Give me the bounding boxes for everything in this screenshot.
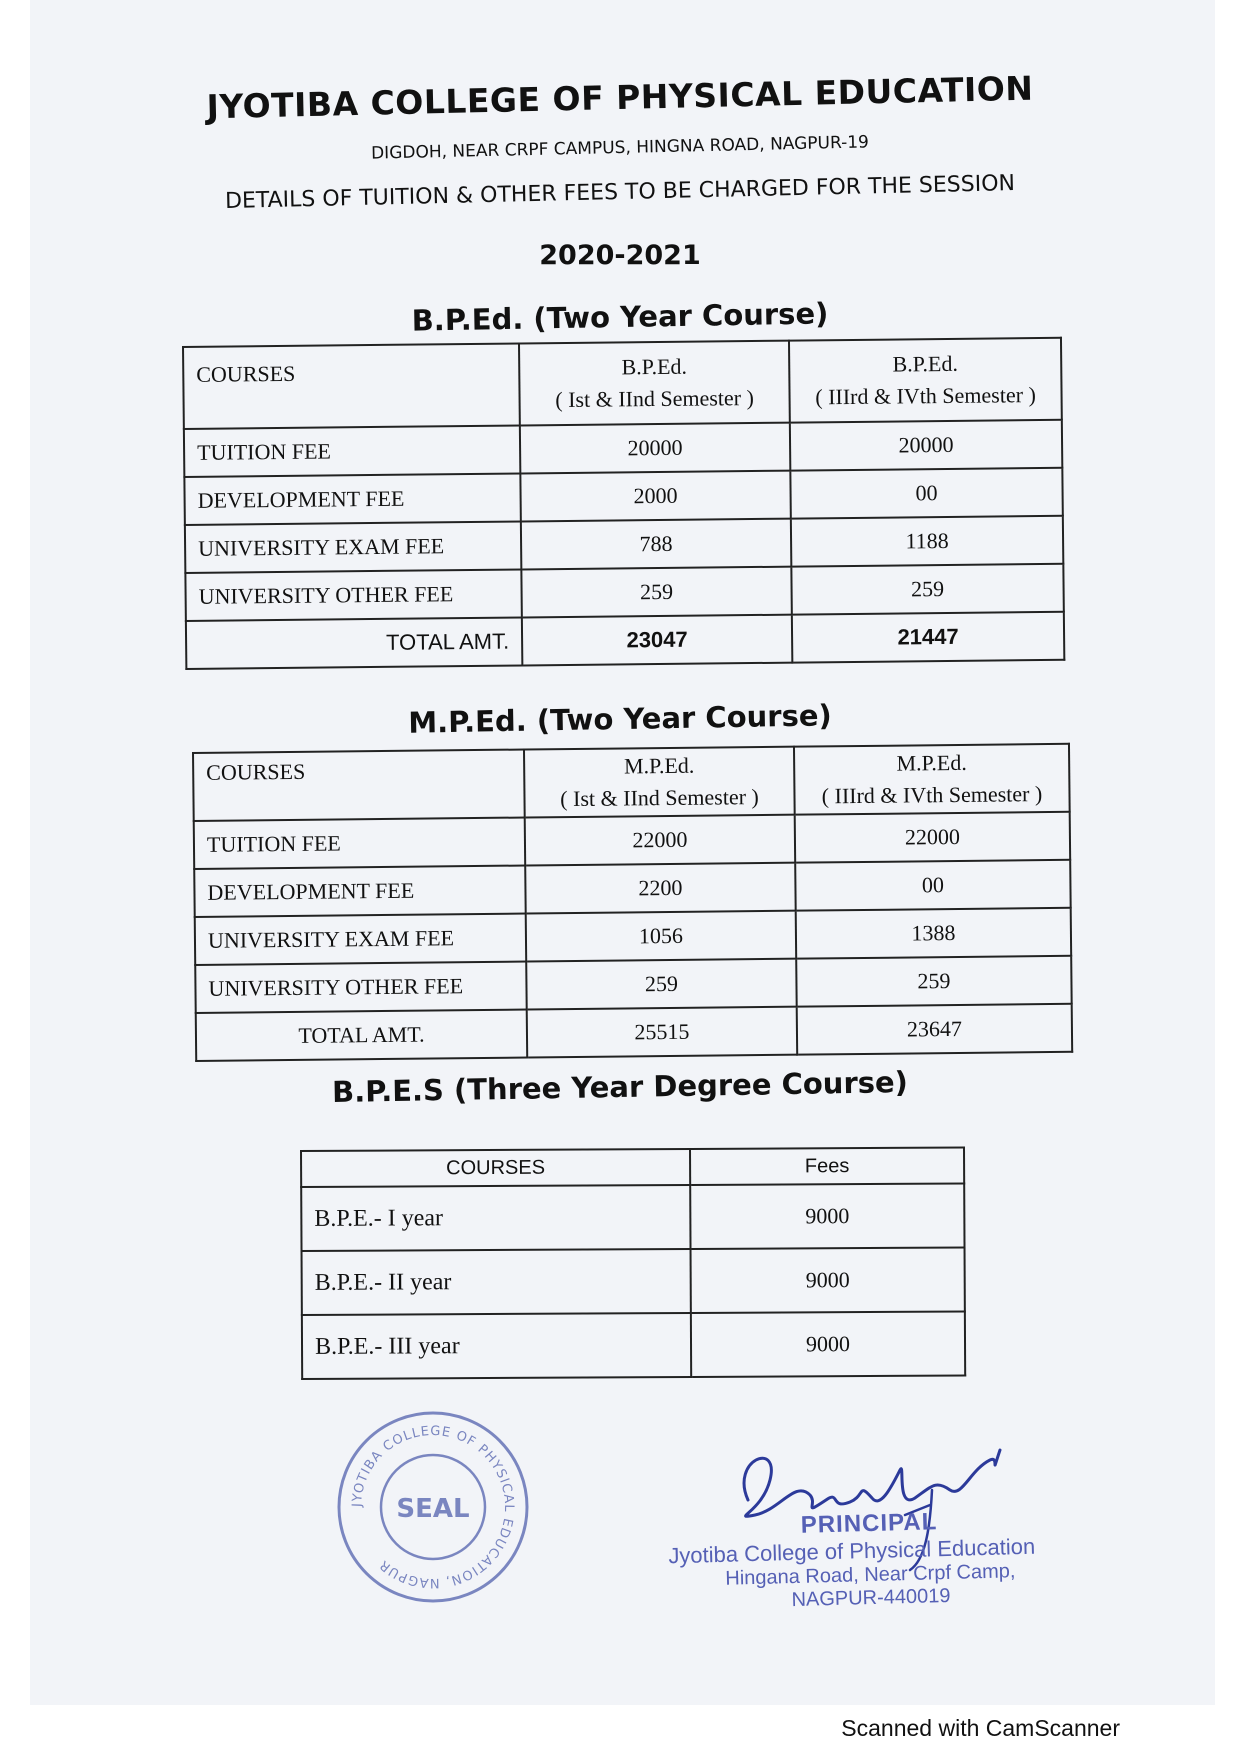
fee-label: DEVELOPMENT FEE xyxy=(184,473,520,525)
principal-stamp xyxy=(668,1506,1042,1615)
fee-value: 22000 xyxy=(795,812,1070,863)
table-row xyxy=(301,1184,964,1251)
table-header-row xyxy=(301,1148,964,1187)
semester-1-2-header xyxy=(519,341,790,426)
fee-value: 2000 xyxy=(520,471,790,522)
fee-value: 1056 xyxy=(526,911,796,962)
signature-ink xyxy=(744,1450,1000,1516)
bpes-fee-table xyxy=(300,1147,966,1380)
bpes-section-title: B.P.E.S (Three Year Degree Course) xyxy=(331,1064,909,1110)
fee-label: DEVELOPMENT FEE xyxy=(194,866,525,917)
semester-label: ( IIIrd & IVth Semester ) xyxy=(821,781,1043,809)
session-year: 2020-2021 xyxy=(539,240,701,271)
fee-value: 20000 xyxy=(790,420,1062,471)
fee-value: 259 xyxy=(526,959,796,1010)
college-address: DIGDOH, NEAR CRPF CAMPUS, HINGNA ROAD, NAGPUR-19 xyxy=(370,132,870,164)
semester-1-2-header xyxy=(524,747,795,818)
table-row xyxy=(302,1312,965,1379)
course-label: B.P.E.- III year xyxy=(302,1313,691,1379)
camscanner-watermark: Scanned with CamScanner xyxy=(841,1715,1120,1741)
mped-fee-table xyxy=(192,743,1073,1062)
total-value: 23047 xyxy=(522,615,792,666)
fee-value: 259 xyxy=(796,956,1071,1007)
total-value: 21447 xyxy=(792,612,1064,663)
semester-3-4-header xyxy=(789,338,1062,423)
stamp-college-name: Jyotiba College of Physical Education xyxy=(668,1533,1036,1569)
fee-value: 259 xyxy=(791,564,1063,615)
course-label: B.P.E.- I year xyxy=(301,1185,690,1251)
fees-header: Fees xyxy=(690,1148,964,1185)
stamp-address: Hingana Road, Near Crpf Camp, xyxy=(725,1560,1016,1590)
fee-label: UNIVERSITY EXAM FEE xyxy=(185,521,521,573)
fee-label: UNIVERSITY EXAM FEE xyxy=(195,914,526,965)
total-row xyxy=(186,612,1064,669)
fee-value: 9000 xyxy=(691,1312,965,1377)
total-value: 25515 xyxy=(527,1007,797,1058)
course-name: M.P.Ed. xyxy=(623,752,695,779)
semester-label: ( Ist & IInd Semester ) xyxy=(560,784,759,812)
course-name: M.P.Ed. xyxy=(896,749,967,776)
table-header-row xyxy=(193,744,1070,821)
fee-value: 1188 xyxy=(791,516,1063,567)
fee-label: UNIVERSITY OTHER FEE xyxy=(185,569,521,621)
fee-value: 788 xyxy=(521,519,791,570)
fee-value: 9000 xyxy=(690,1184,964,1249)
principal-title: PRINCIPAL xyxy=(800,1508,938,1539)
total-value: 23647 xyxy=(797,1004,1072,1055)
course-label: B.P.E.- II year xyxy=(302,1249,691,1315)
seal-center-text: SEAL xyxy=(396,1494,470,1524)
seal-ring-text: JYOTIBA COLLEGE OF PHYSICAL EDUCATION, NAGPUR xyxy=(349,1423,517,1591)
semester-label: ( IIIrd & IVth Semester ) xyxy=(815,382,1036,410)
course-name: B.P.Ed. xyxy=(892,350,959,377)
fee-value: 22000 xyxy=(525,815,795,866)
courses-header: COURSES xyxy=(183,343,520,429)
stamp-city: NAGPUR-440019 xyxy=(791,1584,951,1612)
fee-value: 1388 xyxy=(796,908,1071,959)
fee-label: TUITION FEE xyxy=(184,425,520,477)
fee-value: 259 xyxy=(521,567,791,618)
total-label: TOTAL AMT. xyxy=(196,1010,527,1061)
course-name: B.P.Ed. xyxy=(621,353,688,380)
courses-header: COURSES xyxy=(193,750,525,821)
total-row xyxy=(196,1004,1072,1061)
college-seal-stamp xyxy=(336,1410,530,1604)
fee-label: TUITION FEE xyxy=(194,818,525,869)
fee-details-heading: DETAILS OF TUITION & OTHER FEES TO BE CHARGED FOR THE SESSION xyxy=(224,171,1016,214)
fee-value: 20000 xyxy=(520,423,790,474)
mped-section-title: M.P.Ed. (Two Year Course) xyxy=(407,698,832,740)
fee-value: 00 xyxy=(790,468,1062,519)
fee-value: 00 xyxy=(795,860,1070,911)
courses-header: COURSES xyxy=(301,1149,690,1187)
bped-fee-table xyxy=(182,337,1065,670)
fee-label: UNIVERSITY OTHER FEE xyxy=(195,962,526,1013)
bped-section-title: B.P.Ed. (Two Year Course) xyxy=(411,296,829,338)
semester-label: ( Ist & IInd Semester ) xyxy=(555,385,754,413)
semester-3-4-header xyxy=(794,744,1070,815)
table-row xyxy=(302,1248,965,1315)
total-label: TOTAL AMT. xyxy=(186,617,522,669)
college-name: JYOTIBA COLLEGE OF PHYSICAL EDUCATION xyxy=(206,68,1034,127)
fee-value: 9000 xyxy=(691,1248,965,1313)
table-header-row xyxy=(183,338,1062,429)
fee-value: 2200 xyxy=(525,863,795,914)
